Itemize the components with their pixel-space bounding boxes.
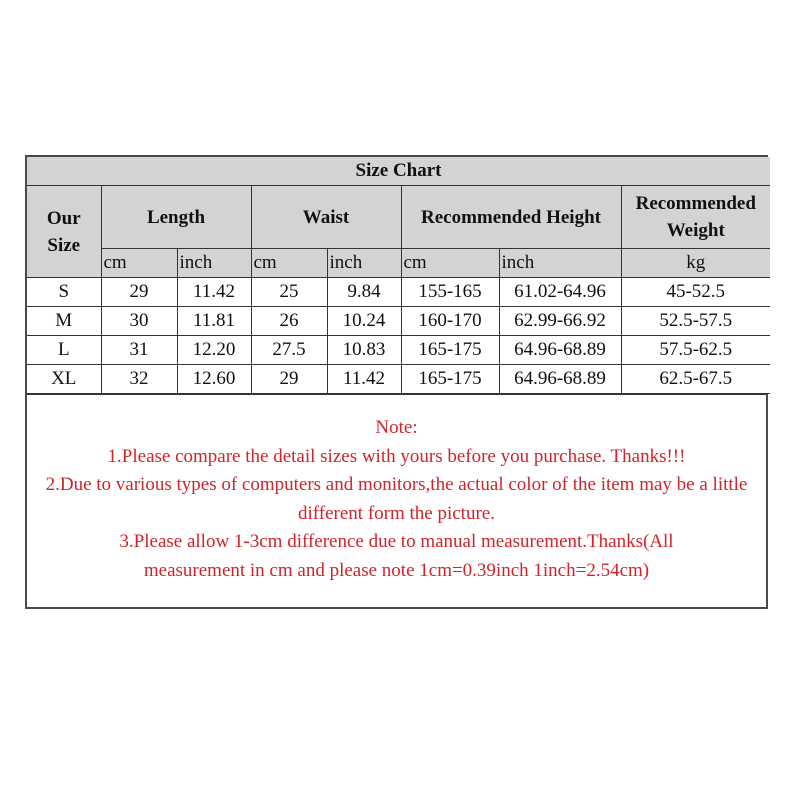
length-cm-cell: 29 <box>101 278 177 307</box>
height-inch-cell: 62.99-66.92 <box>499 307 621 336</box>
unit-waist-inch: inch <box>327 249 401 278</box>
header-recommended-weight <box>621 186 770 249</box>
length-inch-cell: 11.81 <box>177 307 251 336</box>
weight-kg-cell: 45-52.5 <box>621 278 770 307</box>
notes-heading: Note: <box>375 417 418 438</box>
height-cm-cell: 165-175 <box>401 336 499 365</box>
table-row <box>27 278 770 307</box>
height-cm-cell: 160-170 <box>401 307 499 336</box>
size-cell: M <box>27 307 101 336</box>
height-cm-cell: 155-165 <box>401 278 499 307</box>
header-waist: Waist <box>251 186 401 249</box>
header-our-size <box>27 186 101 278</box>
waist-cm-cell: 29 <box>251 365 327 394</box>
size-chart-table <box>27 157 770 394</box>
unit-height-cm: cm <box>401 249 499 278</box>
unit-weight-kg: kg <box>621 249 770 278</box>
note-item-3: 3.Please allow 1-3cm difference due to manual measurement.Thanks(All measurement in cm and please note 1cm=0.39inch 1inch=2.54cm) <box>119 531 674 581</box>
weight-kg-cell: 62.5-67.5 <box>621 365 770 394</box>
height-inch-cell: 64.96-68.89 <box>499 336 621 365</box>
size-cell: XL <box>27 365 101 394</box>
length-inch-cell: 12.60 <box>177 365 251 394</box>
waist-inch-cell: 10.24 <box>327 307 401 336</box>
note-item-1: 1.Please compare the detail sizes with yours before you purchase. Thanks!!! <box>107 445 686 467</box>
length-inch-cell: 11.42 <box>177 278 251 307</box>
table-row <box>27 336 770 365</box>
header-recommended-weight-label: Recommended Weight <box>635 193 756 241</box>
waist-inch-cell: 10.83 <box>327 336 401 365</box>
length-cm-cell: 30 <box>101 307 177 336</box>
length-cm-cell: 31 <box>101 336 177 365</box>
weight-kg-cell: 57.5-62.5 <box>621 336 770 365</box>
waist-cm-cell: 25 <box>251 278 327 307</box>
waist-inch-cell: 9.84 <box>327 278 401 307</box>
header-our-size-label: Our Size <box>46 207 81 256</box>
table-title: Size Chart <box>27 157 770 186</box>
length-cm-cell: 32 <box>101 365 177 394</box>
unit-waist-cm: cm <box>251 249 327 278</box>
size-cell: S <box>27 278 101 307</box>
header-recommended-height: Recommended Height <box>401 186 621 249</box>
table-row <box>27 365 770 394</box>
height-inch-cell: 64.96-68.89 <box>499 365 621 394</box>
waist-cm-cell: 27.5 <box>251 336 327 365</box>
size-cell: L <box>27 336 101 365</box>
size-chart <box>25 155 768 609</box>
note-item-2: 2.Due to various types of computers and monitors,the actual color of the item may be a little different form the picture. <box>45 474 748 524</box>
length-inch-cell: 12.20 <box>177 336 251 365</box>
height-cm-cell: 165-175 <box>401 365 499 394</box>
header-length: Length <box>101 186 251 249</box>
unit-length-cm: cm <box>101 249 177 278</box>
unit-length-inch: inch <box>177 249 251 278</box>
notes-section <box>27 394 766 607</box>
table-row <box>27 307 770 336</box>
height-inch-cell: 61.02-64.96 <box>499 278 621 307</box>
waist-inch-cell: 11.42 <box>327 365 401 394</box>
waist-cm-cell: 26 <box>251 307 327 336</box>
weight-kg-cell: 52.5-57.5 <box>621 307 770 336</box>
unit-height-inch: inch <box>499 249 621 278</box>
